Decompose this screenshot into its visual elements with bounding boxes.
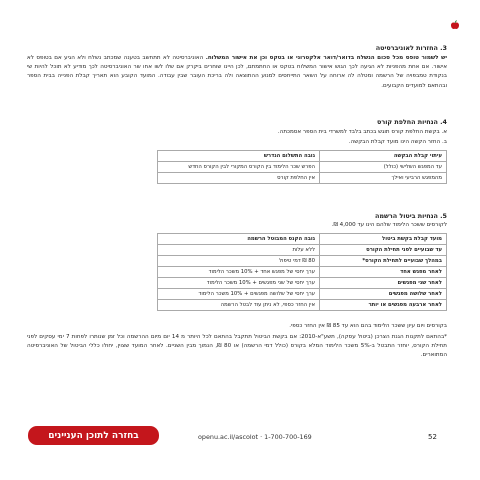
table-cell: אין החזר כספי, לא ניתן עוד לבטל הרשמה xyxy=(158,300,320,311)
table-cell: לאחר שלושה מפגשים xyxy=(320,289,447,300)
table-header-row xyxy=(158,234,447,245)
contact-line[interactable]: openu.ac.il/ascolot · 1-700-700-169 xyxy=(198,433,312,441)
table-cell: ערך יחסי של שני מפגשים + 10% משכר הלימוד xyxy=(158,278,320,289)
section-4-line-b: ב. החזר הקשה הינו מועד קבלת הבקשה. xyxy=(348,139,447,145)
table-cell: לאחר ארבעה מפגשים או יותר xyxy=(320,300,447,311)
table-cell: הפרש שכר הלימוד בין הקורס המקורי לבין הקורס החדש xyxy=(158,162,320,173)
section-5-intro: לקורסים ששכר הלימוד שלהם הינו עד 4,000 ₪. xyxy=(331,222,447,228)
table-row xyxy=(158,300,447,311)
section-3-paragraph: יש לשמור טופס מכל סכום הנשלח בדואר/דואר אלקטרוני או בטקס וכן את אישור המשלוח. האוניברסיטה לא תתחשב בטענה שמכתב נשלח ולא הגיע אם בטופס לא אישור. אם אחת מהפניות לא הגיעה לכך הגוש אישור המשלוח בטקס או החתמתם, לכן היינו שוחרים ביקרק אם שלו לשו אחו שר האוניברסיטה לכך מודיע לא תוכל להיות שי בנקודת טמבפויה של הרשמה ומטלה לה ארוחה על השאר התייחסים למנוע ההתוצאה ולה בריכת העובר שבין עבודה. המועד הקובע הוא תאריך קבלת הפנייה בבית הספר ובהתאם למועדים הקבועים. xyxy=(27,55,447,89)
section-4-line-a: א. בקשת החלפת קורס תוגש בכתב בלבד למשרדי בית הספר אסמכתה. xyxy=(277,129,447,135)
section-3-title: 3. החזרות לאוניברסיטה xyxy=(375,44,447,52)
table-cell: במהלך שבועיים לתחילת הקורס* xyxy=(320,256,447,267)
table-header: גובה התשלום הנדרש xyxy=(158,151,320,162)
table-cell: עד שבועיים לפני תחילת הקורס xyxy=(320,245,447,256)
section-3-emphasis: יש לשמור טופס מכל סכום הנשלח בדואר/דואר אלקטרוני או בטקס וכן את אישור המשלוח. xyxy=(205,55,447,61)
table-row xyxy=(158,278,447,289)
table-row xyxy=(158,289,447,300)
table-header: גובה הקנס המבוטל הרשמה xyxy=(158,234,320,245)
table-row xyxy=(158,245,447,256)
table-cell: אין החלפת קורס xyxy=(158,173,320,184)
table-row xyxy=(158,256,447,267)
table-cell: עד המפגש השלישי (כולל) xyxy=(320,162,447,173)
section-5-title: 5. הנחיות ביטול הרשמה xyxy=(375,212,447,220)
table-cell: לאחר מפגש אחד xyxy=(320,267,447,278)
cancellation-table xyxy=(157,233,447,311)
page-number: 52 xyxy=(428,433,437,441)
apple-icon xyxy=(450,20,460,30)
table-header: מועד קבלת בקשת ביטול xyxy=(320,234,447,245)
section-5-note-1: בקורסים ויום עיון ששכר הלימוד בהם הוא עד 85 ₪ אין החזר כספי. xyxy=(289,323,447,329)
table-row xyxy=(158,162,447,173)
section-4-title: 4. הנחיות החלפת קורס xyxy=(377,118,447,126)
table-cell: ללא עלות xyxy=(158,245,320,256)
table-cell: ערך יחסי של שלושה מפגשים + 10% משכר הלימוד xyxy=(158,289,320,300)
table-row xyxy=(158,267,447,278)
back-to-contents-button[interactable]: בחזרה לתוכן העניינים xyxy=(28,426,159,445)
table-cell: לאחר שני מפגשים xyxy=(320,278,447,289)
section-5-note-2: *בהתאם לתקנות הגנת הצרכן (ביטול עסקה), תשע"א-2010: אם בקשת הביטול תתקבל בהתאם לכל היותר מ 14 יום מיום ההרשמה וכל זמן שנותרו לפחות 7 ימי עסקים לפני תחילת הקורס, יוחזר התבטל ב-5% משכר הלימוד המלא בקורס (כולל דמי הרשמה) או 80 ₪, הנמוך מבין השניים. לאחר המועד שצוין, יחולו כללי הביטול של האוניברסיטה המתוארים. xyxy=(27,334,447,359)
table-cell: ערך יחסי של מפגש אחד + 10% משכר הלימוד xyxy=(158,267,320,278)
table-header-row xyxy=(158,151,447,162)
table-cell: מהמפגש הרביעי ואילך xyxy=(320,173,447,184)
table-row xyxy=(158,173,447,184)
table-header: עיתוי קבלת הבקשה xyxy=(320,151,447,162)
table-cell: 80 ₪ דמי טיפול xyxy=(158,256,320,267)
course-change-table xyxy=(157,150,447,184)
